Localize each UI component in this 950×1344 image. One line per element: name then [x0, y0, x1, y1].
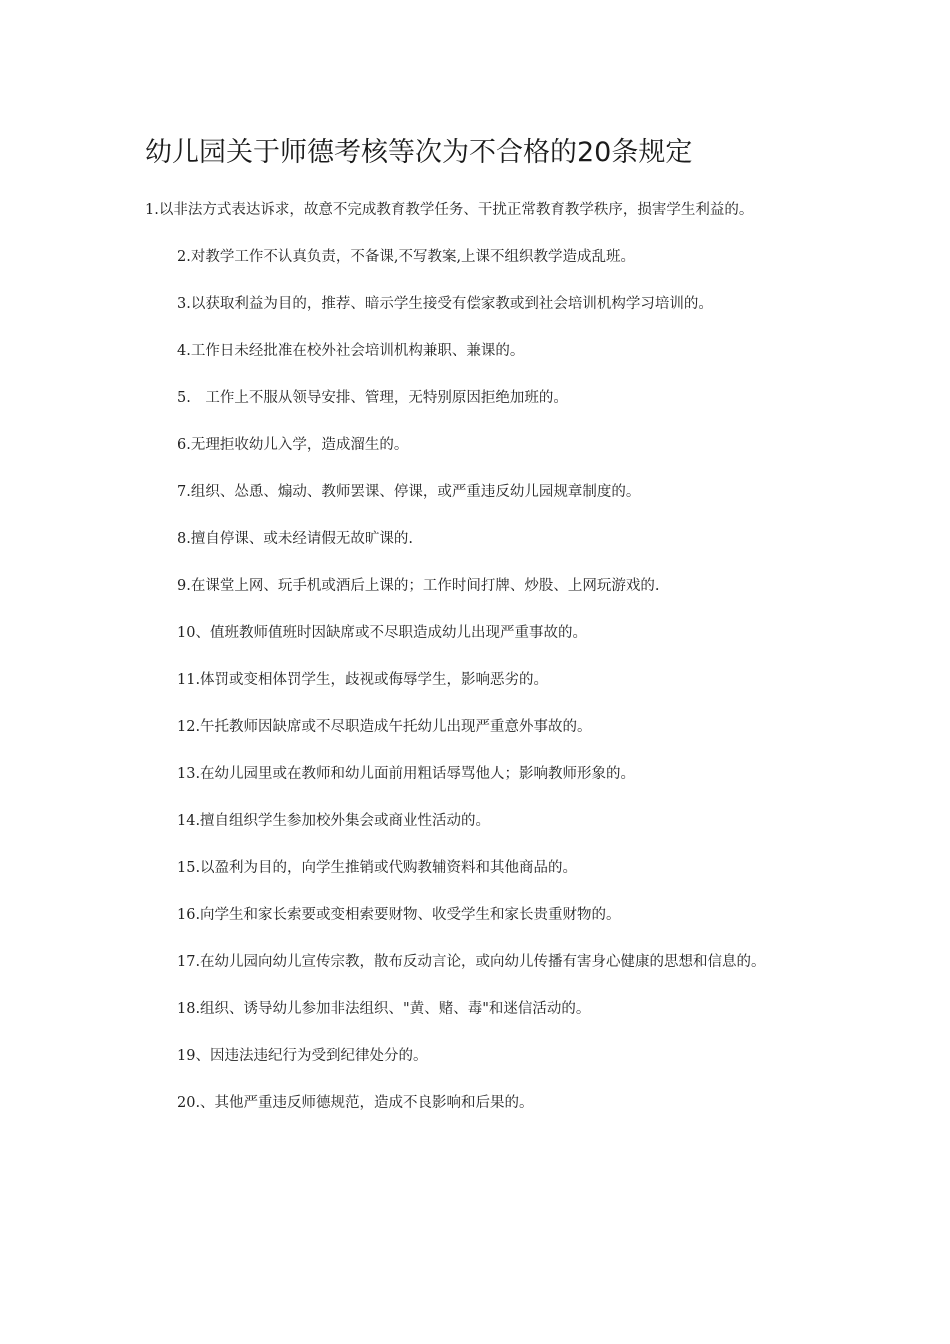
rule-item: 8.擅自停课、或未经请假无故旷课的. — [177, 531, 413, 547]
rules-list — [145, 198, 809, 1138]
rule-item: 6.无理拒收幼儿入学，造成溜生的。 — [177, 437, 409, 453]
rule-item: 7.组织、怂恿、煽动、教师罢课、停课，或严重违反幼儿园规章制度的。 — [177, 484, 641, 500]
rule-item: 11.体罚或变相体罚学生，歧视或侮辱学生，影响恶劣的。 — [177, 672, 549, 688]
document-title: 幼儿园关于师德考核等次为不合格的20条规定 — [145, 137, 693, 168]
rule-item: 3.以获取利益为目的，推荐、暗示学生接受有偿家教或到社会培训机构学习培训的。 — [177, 296, 713, 312]
rule-item: 16.向学生和家长索要或变相索要财物、收受学生和家长贵重财物的。 — [177, 907, 621, 923]
rule-item: 9.在课堂上网、玩手机或酒后上课的；工作时间打牌、炒股、上网玩游戏的. — [177, 578, 660, 594]
rule-item: 17.在幼儿园向幼儿宣传宗教，散布反动言论，或向幼儿传播有害身心健康的思想和信息的。 — [177, 954, 766, 970]
rule-item: 18.组织、诱导幼儿参加非法组织、"黄、赌、毒"和迷信活动的。 — [177, 1001, 591, 1017]
rule-item: 5. 工作上不服从领导安排、管理，无特别原因拒绝加班的。 — [177, 390, 568, 406]
rule-item: 10、值班教师值班时因缺席或不尽职造成幼儿出现严重事故的。 — [177, 625, 587, 641]
rule-item: 12.午托教师因缺席或不尽职造成午托幼儿出现严重意外事故的。 — [177, 719, 592, 735]
rule-item: 13.在幼儿园里或在教师和幼儿面前用粗话辱骂他人；影响教师形象的。 — [177, 766, 636, 782]
rule-item: 20.、其他严重违反师德规范，造成不良影响和后果的。 — [177, 1095, 534, 1111]
rule-item: 1.以非法方式表达诉求，故意不完成教育教学任务、干扰正常教育教学秩序，损害学生利益的。 — [145, 202, 754, 218]
rule-item: 2.对教学工作不认真负责，不备课,不写教案,上课不组织教学造成乱班。 — [177, 249, 636, 265]
rule-item: 19、因违法违纪行为受到纪律处分的。 — [177, 1048, 428, 1064]
rule-item: 15.以盈利为目的，向学生推销或代购教辅资料和其他商品的。 — [177, 860, 578, 876]
rule-item: 14.擅自组织学生参加校外集会或商业性活动的。 — [177, 813, 491, 829]
rule-item: 4.工作日未经批准在校外社会培训机构兼职、兼课的。 — [177, 343, 525, 359]
